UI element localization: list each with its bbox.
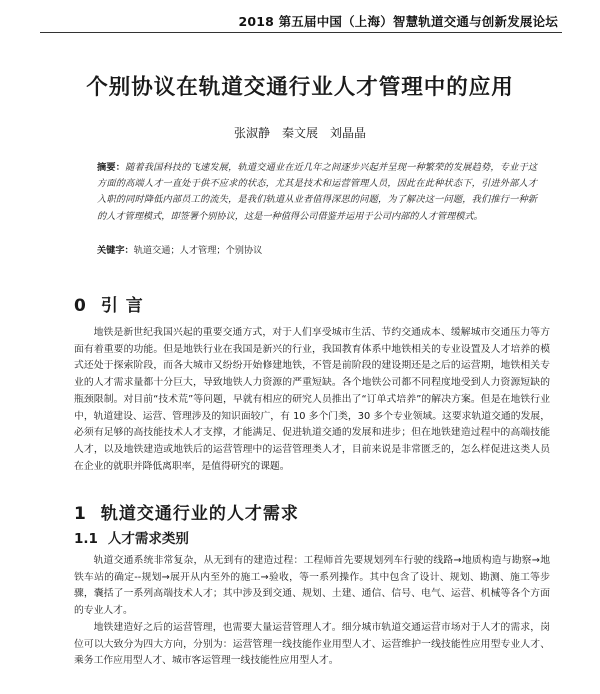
abstract-label: 摘要： (97, 162, 126, 173)
abstract-text: 随着我国科技的飞速发展，轨道交通业在近几年之间逐步兴起并呈现一种繁荣的发展趋势，专业于这方面的高端人才一直处于供不应求的状态，尤其是技术和运营管理人员，因此在此种状态下，引进外部人才入职的同时降低内部员工的流失，是我们轨道从业者值得深思的问题，为了解决这一问题，我们推行一种新的人才管理模式，即签署个别协议，这是一种值得公司借鉴并运用于公司内部的人才管理模式。 (97, 162, 538, 222)
author-list: 张淑静 秦文展 刘晶晶 (233, 126, 366, 140)
header-rule (40, 32, 562, 33)
keywords-label: 关键字： (97, 245, 134, 256)
paragraph: 轨道交通系统非常复杂，从无到有的建造过程：工程师首先要规划列车行驶的线路→地质构造与勘察→地铁车站的确定--规划→展开从内至外的施工→验收，等一系列操作。其中包含了设计、规划、勘测、施工等步骤，囊括了一系列高端技术人才；其中涉及到交通、规划、土建、通信、信号、电气、运营、机械等各个方面的专业人才。 (74, 555, 550, 617)
introduction-body (74, 325, 550, 475)
paper-title: 个别协议在轨道交通行业人才管理中的应用 (86, 75, 514, 100)
keywords-text: 轨道交通；人才管理；个别协议 (133, 245, 263, 256)
running-header: 2018 第五届中国（上海）智慧轨道交通与创新发展论坛 (238, 14, 558, 29)
subsection-heading-demand-categories (74, 527, 189, 547)
subsection-title: 人才需求类别 (107, 531, 189, 547)
abstract (97, 160, 537, 225)
section-number: 1 (74, 504, 87, 524)
keywords (97, 243, 537, 259)
section-title: 引 言 (100, 296, 144, 316)
section-heading-introduction (74, 291, 144, 316)
subsection-number: 1.1 (74, 531, 98, 547)
demand-categories-body (74, 553, 550, 670)
section-number: 0 (74, 296, 87, 316)
paragraph: 地铁建造好之后的运营管理，也需要大量运营管理人才。细分城市轨道交通运营市场对于人才的需求，岗位可以大致分为四大方向，分别为：运营管理一线技能作业用型人才、运营维护一线技能性应用型专业人才、乘务工作应用型人才、城市客运管理一线技能性应用型人才。 (74, 621, 550, 667)
section-title: 轨道交通行业的人才需求 (100, 504, 299, 524)
section-heading-talent-demand (74, 499, 299, 524)
paragraph: 地铁是新世纪我国兴起的重要交通方式，对于人们享受城市生活、节约交通成本、缓解城市交通压力等方面有着重要的功能。但是地铁行业在我国是新兴的行业，我国教育体系中地铁相关的专业设置及人才培养的模式还处于探索阶段，而各大城市又纷纷开始修建地铁，不管是前阶段的建设期还是之后的运营期，地铁相关专业的人才需求量都十分巨大，导致地铁人力资源的严重短缺。各个地铁公司都不同程度地受到人力资源短缺的瓶颈限制。对目前“技术荒”等问题，早就有相应的研究人员推出了“订单式培养”的解决方案。但是在地铁行业中，轨道建设、运营、管理涉及的知识面较广，有 10 多个门类，30 多个专业领域。这要求轨道交通的发展，必须有足够的高技能技术人才支撑，才能满足、促进轨道交通的发展和进步；但在地铁建造过程中的高端技能人才，以及地铁建造或地铁后的运营管理中的运营管理类人才，目前来说是非常匮乏的，怎么样促进这类人员在企业的就职并降低离职率，是值得研究的课题。 (74, 327, 550, 472)
